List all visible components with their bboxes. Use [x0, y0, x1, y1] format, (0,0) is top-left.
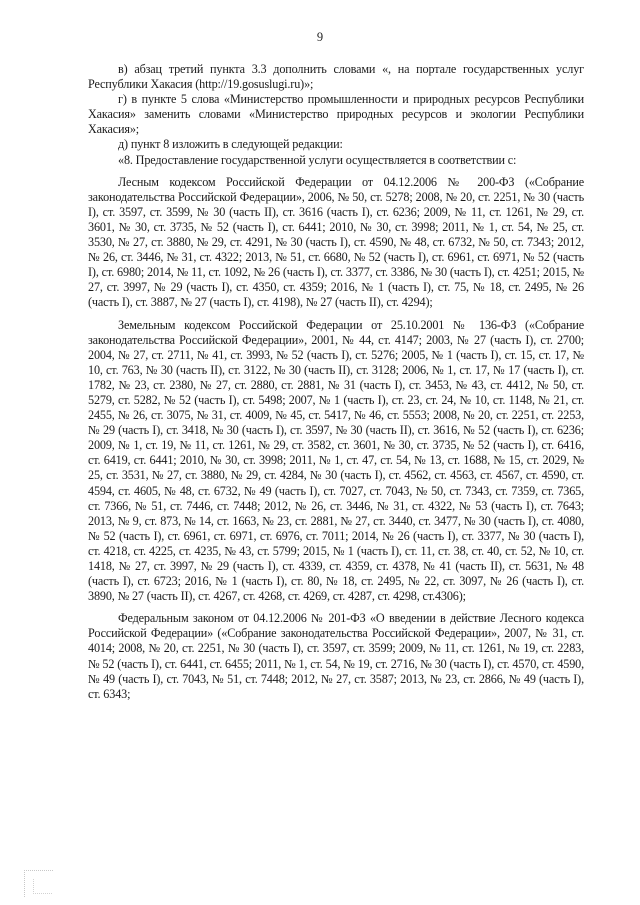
document-body: [88, 62, 584, 702]
paragraph-federal-law-201: Федеральным законом от 04.12.2006 № 201-ФЗ «О введении в действие Лесного кодекса Российской Федерации» («Собрание законодательства Российской Федерации», 2007, № 31, ст. 4014; 2008, № 20, ст. 2251, № 30 (часть I), ст. 3597, ст. 3599; 2009, № 11, ст. 1261, № 19, ст. 2283, № 52 (часть I), ст. 6441, ст. 6455; 2011, № 1, ст. 54, № 19, ст. 2716, № 30 (часть I), ст. 4570, ст. 4590, № 49 (часть I), ст. 7043, № 51, ст. 7448; 2012, № 27, ст. 3587; 2013, № 23, ст. 2866, № 49 (часть I), ст. 6343;: [88, 611, 584, 701]
paragraph-amendment-v: в) абзац третий пункта 3.3 дополнить словами «, на портале государственных услуг Республики Хакасия (http://19.gosuslugi.ru)»;: [88, 62, 584, 92]
paragraph-clause-8-intro: «8. Предоставление государственной услуги осуществляется в соответствии с:: [118, 152, 517, 167]
page-number: 9: [316, 30, 324, 44]
paragraph-amendment-g: г) в пункте 5 слова «Министерство промышленности и природных ресурсов Республики Хакасия» заменить словами «Министерство природных ресурсов и экологии Республики Хакасия»;: [88, 92, 584, 137]
paragraph-forest-code: Лесным кодексом Российской Федерации от 04.12.2006 № 200-ФЗ («Собрание законодательства Российской Федерации», 2006, № 50, ст. 5278; 2008, № 20, ст. 2251, № 30 (часть I), ст. 3597, ст. 3599, № 30 (часть II), ст. 3616 (часть I), ст. 6236; 2009, № 11, ст. 1261, № 29, ст. 3601, № 30, ст. 3735, № 52 (часть I), ст. 6441; 2010, № 30, ст. 3998; 2011, № 1, ст. 54, № 25, ст. 3530, № 27, ст. 3880, № 29, ст. 4291, № 30 (часть I), ст. 4590, № 48, ст. 6732, № 50, ст. 7343; 2012, № 26, ст. 3446, № 31, ст. 4322; 2013, № 51, ст. 6680, № 52 (часть I), ст. 6961, ст. 6971, № 52 (часть I), ст. 6980; 2014, № 11, ст. 1092, № 26 (часть I), ст. 3377, ст. 3386, № 30 (часть I), ст. 4251; 2015, № 27, ст. 3997, № 29 (часть I), ст. 4350, ст. 4359; 2016, № 1 (часть I), ст. 75, № 18, ст. 2495, № 26 (часть I), ст. 3887, № 27 (часть I), ст. 4198), № 27 (часть II), ст. 4294);: [88, 174, 584, 310]
paragraph-amendment-d: д) пункт 8 изложить в следующей редакции:: [118, 137, 343, 152]
scan-corner-mark: [24, 870, 53, 897]
paragraph-land-code: Земельным кодексом Российской Федерации от 25.10.2001 № 136-ФЗ («Собрание законодательства Российской Федерации», 2001, № 44, ст. 4147; 2003, № 27 (часть I), ст. 2700; 2004, № 27, ст. 2711, № 41, ст. 3993, № 52 (часть I), ст. 5276; 2005, № 1 (часть I), ст. 15, ст. 17, № 10, ст. 763, № 30 (часть II), ст. 3122, № 30 (часть II), ст. 3128; 2006, № 1, ст. 17, № 17 (часть I), ст. 1782, № 23, ст. 2380, № 27, ст. 2880, ст. 2881, № 31 (часть I), ст. 3453, № 43, ст. 4412, № 50, ст. 5279, ст. 5282, № 52 (часть I), ст. 5498; 2007, № 1 (часть I), ст. 23, ст. 24, № 10, ст. 1148, № 21, ст. 2455, № 26, ст. 3075, № 31, ст. 4009, № 45, ст. 5417, № 46, ст. 5553; 2008, № 20, ст. 2251, ст. 2253, № 29 (часть I), ст. 3418, № 30 (часть I), ст. 3597, № 30 (часть II), ст. 3616, № 52 (часть I), ст. 6236; 2009, № 1, ст. 19, № 11, ст. 1261, № 29, ст. 3582, ст. 3601, № 30, ст. 3735, № 52 (часть I), ст. 6416, ст. 6419, ст. 6441; 2010, № 30, ст. 3998; 2011, № 1, ст. 47, ст. 54, № 13, ст. 1688, № 15, ст. 2029, № 25, ст. 3531, № 27, ст. 3880, № 29, ст. 4284, № 30 (часть I), ст. 4562, ст. 4563, ст. 4567, ст. 4590, ст. 4594, ст. 4605, № 48, ст. 6732, № 49 (часть I), ст. 7027, ст. 7043, № 50, ст. 7343, ст. 7359, ст. 7365, ст. 7366, № 51, ст. 7446, ст. 7448; 2012, № 26, ст. 3446, № 31, ст. 4322, № 53 (часть I), ст. 7643; 2013, № 9, ст. 873, № 14, ст. 1663, № 23, ст. 2881, № 27, ст. 3440, ст. 3477, № 30 (часть I), ст. 4080, № 52 (часть I), ст. 6961, ст. 6971, ст. 6976, ст. 7011; 2014, № 26 (часть I), ст. 3377, № 30 (часть I), ст. 4218, ст. 4225, ст. 4235, № 43, ст. 5799; 2015, № 1 (часть I), ст. 11, ст. 38, ст. 40, ст. 52, № 10, ст. 1418, № 27, ст. 3997, № 29 (часть I), ст. 4339, ст. 4359, ст. 4378, № 41 (часть II), ст. 5631, № 48 (часть I), ст. 6723; 2016, № 1 (часть I), ст. 80, № 18, ст. 2495, № 22, ст. 3097, № 26 (часть I), ст. 3890, № 27 (часть II), ст. 4267, ст. 4268, ст. 4269, ст. 4287, ст. 4298, ст.4306);: [88, 317, 584, 604]
